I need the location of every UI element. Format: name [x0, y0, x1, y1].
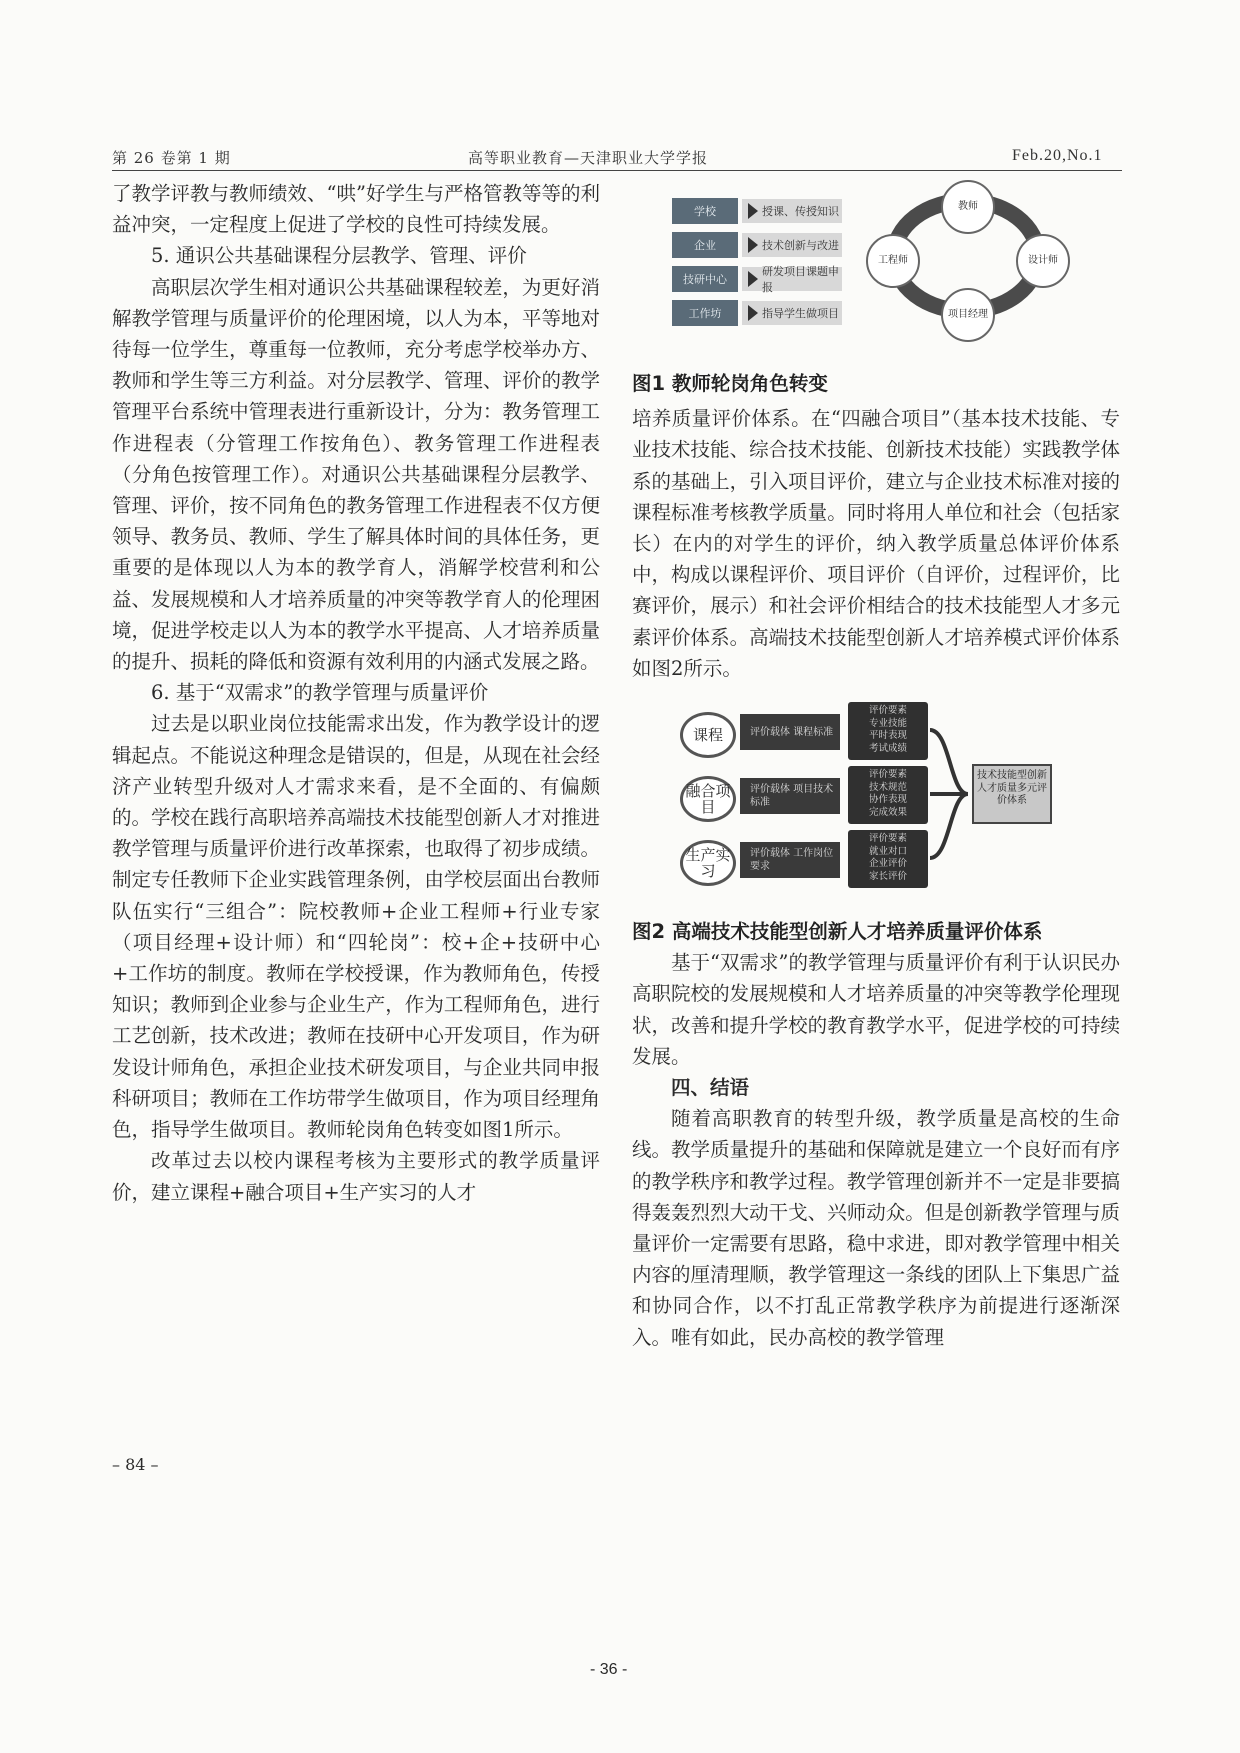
fig1-action-guide: 指导学生做项目 [742, 301, 842, 325]
left-column [112, 178, 600, 1208]
right-column [632, 178, 1120, 1353]
fig2-elements-internship: 评价要素 就业对口 企业评价 家长评价 [848, 830, 928, 888]
arrow-icon [748, 203, 758, 219]
paragraph: 改革过去以校内课程考核为主要形式的教学质量评价，建立课程+融合项目+生产实习的人才 [112, 1149, 600, 1204]
page-number: - 36 - [590, 1661, 628, 1678]
fig1-place-workshop: 工作坊 [672, 300, 738, 326]
arrow-icon [748, 237, 758, 253]
header-rule [112, 170, 1122, 171]
journal-volume: 第 26 卷第 1 期 [112, 149, 231, 167]
fig2-elements-project: 评价要素 技术规范 协作表现 完成效果 [848, 766, 928, 824]
paragraph: 培养质量评价体系。在“四融合项目”（基本技术技能、专业技术技能、综合技术技能、创新技术技能）实践教学体系的基础上，引入项目评价，建立与企业技术标准对接的课程标准考核教学质量。同时将用人单位和社会（包括家长）在内的对学生的评价，纳入教学质量总体评价体系中，构成以课程评价、项目评价（自评价，过程评价，比赛评价，展示）和社会评价相结合的技术技能型人才多元素评价体系。高端技术技能型创新人才培养模式评价体系如图2所示。 [632, 407, 1120, 680]
fig1-action-innovate: 技术创新与改进 [742, 233, 842, 257]
paragraph: 高职层次学生相对通识公共基础课程较差，为更好消解教学管理与质量评价的伦理困境，以人为本，平等地对待每一位学生，尊重每一位教师，充分考虑学校举办方、教师和学生等三方利益。对分层教学、管理、评价的教学管理平台系统中管理表进行重新设计，分为：教务管理工作进程表（分管理工作按角色）、教务管理工作进程表（分角色按管理工作）。对通识公共基础课程分层教学、管理、评价，按不同角色的教务管理工作进程表不仅方便领导、教务员、教师、学生了解具体时间的具体任务，更重要的是体现以人为本的教学育人，消解学校营利和公益、发展规模和人才培养质量的冲突等教学育人的伦理困境，促进学校走以人为本的教学水平提高、人才培养质量的提升、损耗的降低和资源有效利用的内涵式发展之路。 [112, 275, 600, 674]
arrow-icon [748, 271, 758, 287]
fig2-oval-course: 课程 [680, 712, 736, 758]
page-number-journal: – 84 – [112, 1455, 159, 1474]
fig1-place-enterprise: 企业 [672, 232, 738, 258]
fig2-oval-internship: 生产实习 [680, 840, 736, 886]
fig1-role-engineer: 工程师 [866, 234, 920, 288]
fig1-action-teach: 授课、传授知识 [742, 199, 842, 223]
fig2-result-box: 技术技能型创新人才质量多元评价体系 [972, 764, 1052, 824]
journal-issue: Feb.20,No.1 [1012, 147, 1103, 164]
journal-title: 高等职业教育—天津职业大学学报 [468, 149, 709, 167]
fig2-carrier-internship: 评价载体 工作岗位要求 [740, 842, 840, 878]
fig2-carrier-course: 评价载体 课程标准 [740, 714, 840, 750]
figure-2-caption: 图2 高端技术技能型创新人才培养质量评价体系 [632, 920, 1043, 944]
fig1-place-school: 学校 [672, 198, 738, 224]
fig2-merge-arrows [930, 696, 972, 896]
fig2-elements-course: 评价要素 专业技能 平时表现 考试成绩 [848, 702, 928, 760]
figure-2 [680, 696, 1080, 916]
fig2-carrier-project: 评价载体 项目技术标准 [740, 778, 840, 814]
figure-1-caption: 图1 教师轮岗角色转变 [632, 372, 828, 395]
section-heading: 6. 基于“双需求”的教学管理与质量评价 [151, 681, 489, 705]
fig1-role-designer: 设计师 [1016, 234, 1070, 288]
paragraph: 了教学评教与教师绩效、“哄”好学生与严格管教等等的利益冲突，一定程度上促进了学校的良性可持续发展。 [112, 182, 600, 237]
arrow-icon [748, 305, 758, 321]
fig2-oval-project: 融合项目 [680, 776, 736, 822]
paragraph: 过去是以职业岗位技能需求出发，作为教学设计的逻辑起点。不能说这种理念是错误的，但是，从现在社会经济产业转型升级对人才需求来看，是不全面的、有偏颇的。学校在践行高职培养高端技术技能型创新人才对推进教学管理与质量评价进行改革探索，也取得了初步成绩。制定专任教师下企业实践管理条例，由学校层面出台教师队伍实行“三组合”：院校教师+企业工程师+行业专家（项目经理+设计师）和“四轮岗”：校+企+技研中心+工作坊的制度。教师在学校授课，作为教师角色，传授知识；教师到企业参与企业生产，作为工程师角色，进行工艺创新，技术改进；教师在技研中心开发项目，作为研发设计师角色，承担企业技术研发项目，与企业共同申报科研项目；教师在工作坊带学生做项目，作为项目经理角色，指导学生做项目。教师轮岗角色转变如图1所示。 [112, 712, 600, 1142]
section-heading: 四、结语 [671, 1076, 750, 1100]
fig1-role-project-manager: 项目经理 [941, 288, 995, 342]
figure-1 [672, 178, 1092, 368]
fig1-action-research: 研发项目课题申报 [742, 267, 842, 291]
paragraph: 基于“双需求”的教学管理与质量评价有利于认识民办高职院校的发展规模和人才培养质量的冲突等教学伦理现状，改善和提升学校的教育教学水平，促进学校的可持续发展。 [632, 951, 1120, 1068]
fig1-place-rd-center: 技研中心 [672, 266, 738, 292]
paragraph: 随着高职教育的转型升级，教学质量是高校的生命线。教学质量提升的基础和保障就是建立一个良好而有序的教学秩序和教学过程。教学管理创新并不一定是非要搞得轰轰烈烈大动干戈、兴师动众。但是创新教学管理与质量评价一定需要有思路，稳中求进，即对教学管理中相关内容的厘清理顺，教学管理这一条线的团队上下集思广益和协同合作，以不打乱正常教学秩序为前提进行逐渐深入。唯有如此，民办高校的教学管理 [632, 1107, 1120, 1349]
fig1-role-teacher: 教师 [941, 180, 995, 234]
section-heading: 5. 通识公共基础课程分层教学、管理、评价 [151, 244, 527, 268]
